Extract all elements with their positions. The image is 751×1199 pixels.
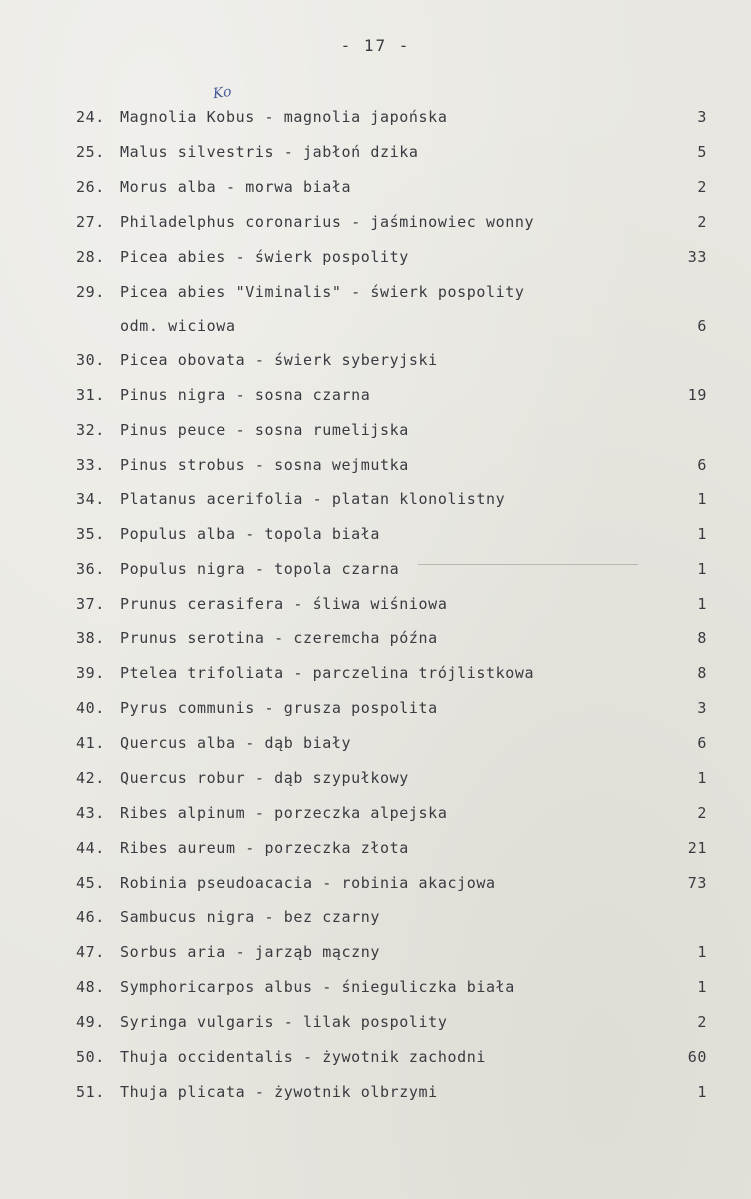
item-quantity: 1 [697, 943, 707, 961]
list-item [0, 695, 751, 721]
item-number: 44. [76, 839, 105, 857]
item-quantity: 19 [687, 386, 707, 404]
handwritten-annotation: Ko [211, 83, 233, 103]
list-item [0, 486, 751, 512]
item-text: Magnolia Kobus - magnolia japońska [120, 108, 448, 126]
item-text: Thuja occidentalis - żywotnik zachodni [120, 1048, 486, 1066]
item-text: Ptelea trifoliata - parczelina trójlistkowa [120, 664, 535, 682]
item-quantity: 1 [697, 490, 707, 508]
item-quantity: 60 [687, 1048, 707, 1066]
item-number: 48. [76, 978, 105, 996]
item-text: odm. wiciowa [120, 317, 236, 335]
list-item [0, 313, 751, 339]
item-text: Picea abies - świerk pospolity [120, 248, 409, 266]
list-item [0, 730, 751, 756]
list-item [0, 417, 751, 443]
list-item [0, 591, 751, 617]
list-item [0, 974, 751, 1000]
item-text: Pinus peuce - sosna rumelijska [120, 421, 409, 439]
list-item [0, 174, 751, 200]
item-text: Philadelphus coronarius - jaśminowiec wonny [120, 213, 535, 231]
list-item [0, 139, 751, 165]
item-number: 29. [76, 283, 105, 301]
list-item [0, 1009, 751, 1035]
list-item [0, 104, 751, 130]
item-number: 40. [76, 699, 105, 717]
list-item [0, 209, 751, 235]
item-text: Ribes alpinum - porzeczka alpejska [120, 804, 448, 822]
item-text: Pinus nigra - sosna czarna [120, 386, 371, 404]
list-item [0, 660, 751, 686]
item-number: 25. [76, 143, 105, 161]
item-text: Quercus alba - dąb biały [120, 734, 352, 752]
item-number: 27. [76, 213, 105, 231]
item-number: 38. [76, 629, 105, 647]
list-item [0, 347, 751, 373]
item-quantity: 1 [697, 595, 707, 613]
list-item [0, 904, 751, 930]
item-number: 36. [76, 560, 105, 578]
item-text: Sorbus aria - jarząb mączny [120, 943, 381, 961]
list-item [0, 521, 751, 547]
item-quantity: 3 [697, 108, 707, 126]
item-number: 28. [76, 248, 105, 266]
item-quantity: 1 [697, 769, 707, 787]
list-item [0, 1079, 751, 1105]
item-text: Ribes aureum - porzeczka złota [120, 839, 409, 857]
list-item [0, 939, 751, 965]
item-number: 46. [76, 908, 105, 926]
list-item [0, 835, 751, 861]
item-number: 41. [76, 734, 105, 752]
item-quantity: 73 [687, 874, 707, 892]
item-quantity: 2 [697, 804, 707, 822]
item-number: 35. [76, 525, 105, 543]
list-item [0, 244, 751, 270]
item-quantity: 1 [697, 1083, 707, 1101]
item-number: 24. [76, 108, 105, 126]
list-item [0, 625, 751, 651]
item-text: Platanus acerifolia - platan klonolistny [120, 490, 506, 508]
item-number: 32. [76, 421, 105, 439]
list-item [0, 452, 751, 478]
item-number: 33. [76, 456, 105, 474]
item-text: Robinia pseudoacacia - robinia akacjowa [120, 874, 496, 892]
list-item [0, 382, 751, 408]
item-number: 45. [76, 874, 105, 892]
item-number: 51. [76, 1083, 105, 1101]
item-quantity: 33 [687, 248, 707, 266]
list-item [0, 279, 751, 305]
item-text: Populus nigra - topola czarna [120, 560, 400, 578]
list-item [0, 870, 751, 896]
item-number: 37. [76, 595, 105, 613]
item-quantity: 6 [697, 456, 707, 474]
item-text: Picea abies "Viminalis" - świerk pospolity [120, 283, 525, 301]
item-quantity: 8 [697, 664, 707, 682]
item-quantity: 5 [697, 143, 707, 161]
item-text: Populus alba - topola biała [120, 525, 381, 543]
item-text: Syringa vulgaris - lilak pospolity [120, 1013, 448, 1031]
item-text: Morus alba - morwa biała [120, 178, 352, 196]
item-text: Quercus robur - dąb szypułkowy [120, 769, 409, 787]
item-number: 30. [76, 351, 105, 369]
list-item [0, 556, 751, 582]
item-quantity: 1 [697, 978, 707, 996]
list-item [0, 765, 751, 791]
item-quantity: 2 [697, 178, 707, 196]
item-quantity: 2 [697, 213, 707, 231]
item-text: Malus silvestris - jabłoń dzika [120, 143, 419, 161]
item-quantity: 1 [697, 560, 707, 578]
item-number: 43. [76, 804, 105, 822]
page-number: - 17 - [340, 36, 411, 55]
item-text: Prunus cerasifera - śliwa wiśniowa [120, 595, 448, 613]
item-text: Pinus strobus - sosna wejmutka [120, 456, 409, 474]
item-quantity: 6 [697, 734, 707, 752]
item-number: 49. [76, 1013, 105, 1031]
item-number: 42. [76, 769, 105, 787]
item-quantity: 2 [697, 1013, 707, 1031]
item-text: Prunus serotina - czeremcha późna [120, 629, 438, 647]
item-text: Sambucus nigra - bez czarny [120, 908, 381, 926]
list-item [0, 1044, 751, 1070]
item-number: 47. [76, 943, 105, 961]
item-number: 50. [76, 1048, 105, 1066]
item-text: Symphoricarpos albus - śnieguliczka biała [120, 978, 515, 996]
item-text: Thuja plicata - żywotnik olbrzymi [120, 1083, 438, 1101]
item-text: Pyrus communis - grusza pospolita [120, 699, 438, 717]
item-number: 31. [76, 386, 105, 404]
item-number: 39. [76, 664, 105, 682]
item-text: Picea obovata - świerk syberyjski [120, 351, 438, 369]
list-item [0, 800, 751, 826]
item-quantity: 3 [697, 699, 707, 717]
item-number: 26. [76, 178, 105, 196]
item-number: 34. [76, 490, 105, 508]
item-quantity: 8 [697, 629, 707, 647]
item-quantity: 6 [697, 317, 707, 335]
item-quantity: 1 [697, 525, 707, 543]
item-quantity: 21 [687, 839, 707, 857]
